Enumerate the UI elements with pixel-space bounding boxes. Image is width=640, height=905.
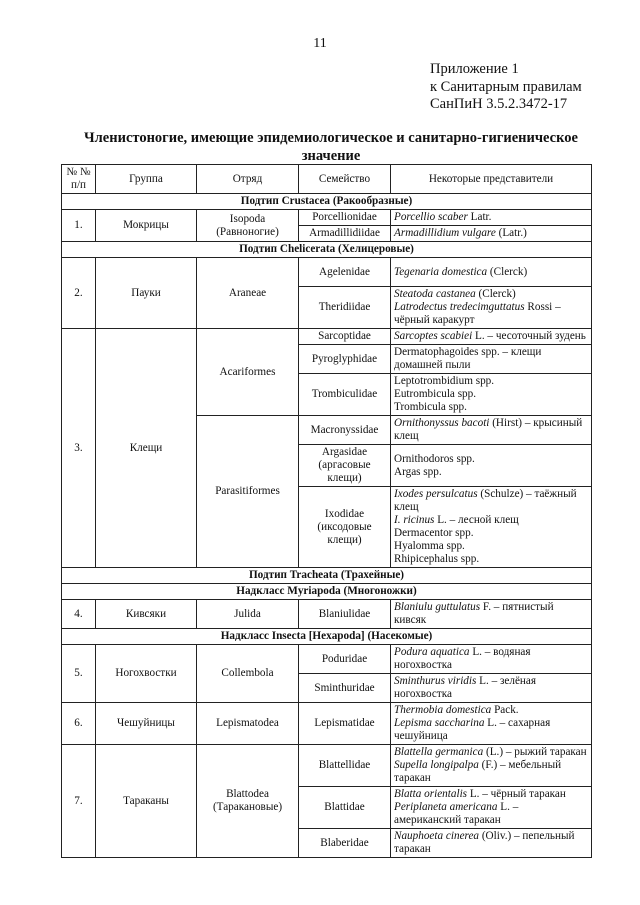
row-group: Ногохвостки [96, 645, 197, 703]
section-row [62, 242, 592, 258]
row-family: Pyroglyphidae [299, 345, 391, 374]
row-family: Poduridae [299, 645, 391, 674]
row-family: Sminthuridae [299, 674, 391, 703]
section-row [62, 629, 592, 645]
table-row [62, 258, 592, 287]
row-representatives: Podura aquatica L. – водяная ногохвостка [391, 645, 592, 674]
table-row [62, 600, 592, 629]
header-order: Отряд [197, 165, 299, 194]
section-row [62, 194, 592, 210]
table-header-row [62, 165, 592, 194]
row-order: Lepismatodea [197, 703, 299, 745]
row-order: Collembola [197, 645, 299, 703]
row-number: 2. [62, 258, 96, 329]
row-family: Trombiculidae [299, 374, 391, 416]
row-number: 7. [62, 745, 96, 858]
document-title: Членистоногие, имеющие эпидемиологическое и санитарно-гигиеническое значение [84, 130, 578, 164]
section-chelicerata: Подтип Chelicerata (Хелицеровые) [62, 242, 592, 258]
row-representatives: Nauphoeta cinerea (Oliv.) – пепельный таракан [391, 829, 592, 858]
row-order: Araneae [197, 258, 299, 329]
table-row [62, 745, 592, 787]
page-number: 11 [313, 36, 327, 51]
row-number: 1. [62, 210, 96, 242]
header-num: № № п/п [62, 165, 96, 194]
arthropods-table [61, 164, 592, 858]
row-order: Acariformes [197, 329, 299, 416]
row-representatives: Thermobia domestica Pack. Lepisma saccharina L. – сахарная чешуйница [391, 703, 592, 745]
row-family: Blattidae [299, 787, 391, 829]
row-group: Чешуйницы [96, 703, 197, 745]
section-myriapoda: Надкласс Myriapoda (Многоножки) [62, 584, 592, 600]
row-representatives: Ornithodoros spp. Argas spp. [391, 445, 592, 487]
row-family: Macronyssidae [299, 416, 391, 445]
row-family: Theridiidae [299, 287, 391, 329]
section-insecta: Надкласс Insecta [Hexapoda] (Насекомые) [62, 629, 592, 645]
header-group: Группа [96, 165, 197, 194]
row-representatives: Dermatophagoides spp. – клещи домашней пыли [391, 345, 592, 374]
row-family: Sarcoptidae [299, 329, 391, 345]
table-row [62, 329, 592, 345]
section-row [62, 584, 592, 600]
header-representatives: Некоторые представители [391, 165, 592, 194]
row-representatives: Armadillidium vulgare (Latr.) [391, 226, 592, 242]
row-number: 5. [62, 645, 96, 703]
row-representatives: Ixodes persulcatus (Schulze) – таёжный клещ I. ricinus L. – лесной клещ Dermacentor spp. Hyalomma spp. Rhipicephalus spp. [391, 487, 592, 568]
row-representatives: Ornithonyssus bacoti (Hirst) – крысиный клещ [391, 416, 592, 445]
section-row [62, 568, 592, 584]
row-family: Blaberidae [299, 829, 391, 858]
row-order: Julida [197, 600, 299, 629]
row-number: 4. [62, 600, 96, 629]
row-representatives: Tegenaria domestica (Clerck) [391, 258, 592, 287]
row-group: Мокрицы [96, 210, 197, 242]
row-order: Isopoda (Равноногие) [197, 210, 299, 242]
table-row [62, 210, 592, 226]
row-representatives: Sarcoptes scabiei L. – чесоточный зудень [391, 329, 592, 345]
row-order: Blattodea (Таракановые) [197, 745, 299, 858]
row-family: Armadillidiidae [299, 226, 391, 242]
row-group: Тараканы [96, 745, 197, 858]
section-tracheata: Подтип Tracheata (Трахейные) [62, 568, 592, 584]
appendix-heading [430, 61, 582, 114]
row-representatives: Blattella germanica (L.) – рыжий таракан Supella longipalpa (F.) – мебельный таракан [391, 745, 592, 787]
row-number: 3. [62, 329, 96, 568]
row-group: Кивсяки [96, 600, 197, 629]
row-representatives: Leptotrombidium spp. Eutrombicula spp. Trombicula spp. [391, 374, 592, 416]
row-representatives: Steatoda castanea (Clerck) Latrodectus tredecimguttatus Rossi – чёрный каракурт [391, 287, 592, 329]
row-number: 6. [62, 703, 96, 745]
row-representatives: Sminthurus viridis L. – зелёная ногохвостка [391, 674, 592, 703]
appendix-line-2: к Санитарным правилам [430, 78, 582, 95]
row-representatives: Porcellio scaber Latr. [391, 210, 592, 226]
row-group: Клещи [96, 329, 197, 568]
table-row [62, 703, 592, 745]
section-crustacea: Подтип Crustacea (Ракообразные) [62, 194, 592, 210]
row-family: Blaniulidae [299, 600, 391, 629]
row-family: Porcellionidae [299, 210, 391, 226]
row-representatives: Blatta orientalis L. – чёрный таракан Periplaneta americana L. – американский таракан [391, 787, 592, 829]
appendix-line-1: Приложение 1 [430, 61, 519, 77]
row-order: Parasitiformes [197, 416, 299, 568]
row-group: Пауки [96, 258, 197, 329]
row-family: Blattellidae [299, 745, 391, 787]
table-row [62, 645, 592, 674]
row-family: Agelenidae [299, 258, 391, 287]
row-family: Lepismatidae [299, 703, 391, 745]
row-family: Argasidae (аргасовые клещи) [299, 445, 391, 487]
appendix-line-3: СанПиН 3.5.2.3472-17 [430, 96, 568, 112]
header-family: Семейство [299, 165, 391, 194]
row-representatives: Blaniulu guttulatus F. – пятнистый кивсяк [391, 600, 592, 629]
row-family: Ixodidae (иксодовые клещи) [299, 487, 391, 568]
